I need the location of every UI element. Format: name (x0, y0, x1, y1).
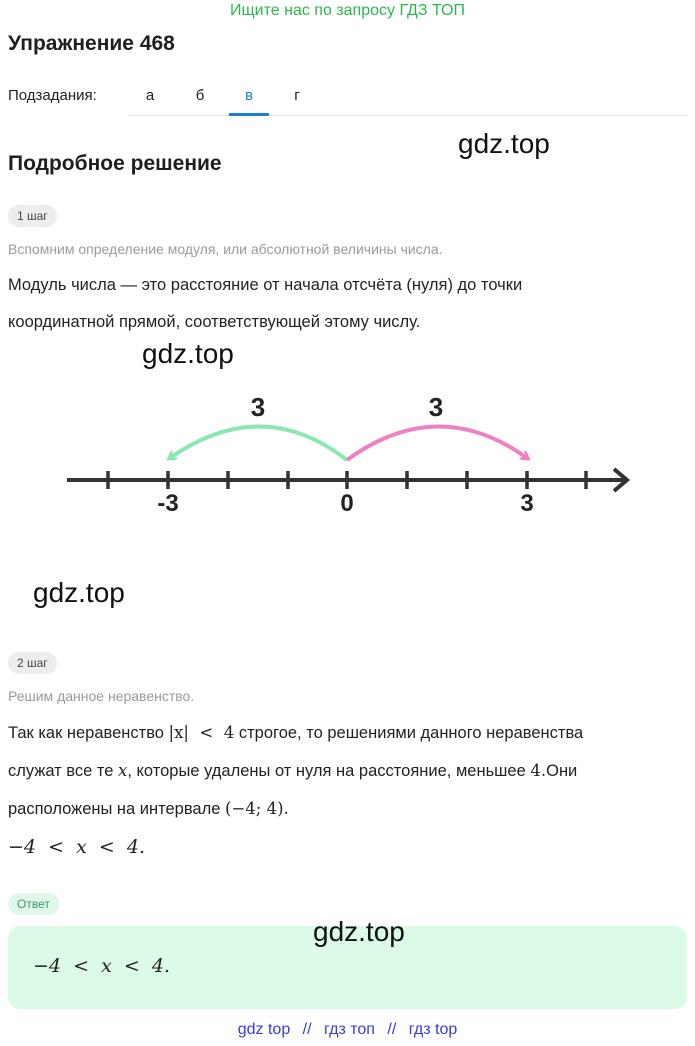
tick-label: 3 (520, 490, 534, 517)
math-var: x (118, 761, 128, 780)
tab-b[interactable]: б (195, 87, 205, 104)
arc-label-right: 3 (428, 392, 444, 422)
tab-g[interactable]: г (294, 87, 300, 104)
answer-formula: −4 < x < 4. (33, 955, 171, 977)
math-inequality: |x| < 4 (168, 723, 235, 742)
tab-a[interactable]: а (145, 87, 155, 104)
step-hint: Решим данное неравенство. (8, 688, 195, 704)
answer-badge: Ответ (8, 893, 59, 915)
watermark: gdz.top (313, 916, 405, 947)
footer-link[interactable]: гдз top (408, 1021, 458, 1038)
text-line: расположены на интервале (−4; 4). (8, 799, 289, 818)
text-line: Модуль числа — это расстояние от начала отсчёта (нуля) до точки (8, 276, 523, 294)
step-text (8, 267, 683, 341)
tick-label: 0 (340, 490, 354, 517)
arc-right (347, 426, 527, 460)
math-interval: (−4; 4). (225, 799, 289, 818)
arc-left (170, 426, 347, 460)
tab-v[interactable]: в (245, 87, 253, 104)
tick-label: -3 (157, 490, 179, 517)
math-number: 4. (530, 761, 547, 780)
result-formula: −4 < x < 4. (8, 836, 146, 858)
text-line: служат все те x, которые удалены от нуля на расстояние, меньшее 4.Они (8, 761, 578, 780)
page-title: Упражнение 468 (8, 32, 175, 55)
step-badge: 2 шаг (8, 652, 57, 674)
footer-separator: // (302, 1021, 312, 1038)
footer-link[interactable]: gdz top (237, 1021, 291, 1038)
footer-links (0, 1021, 695, 1039)
step-badge: 1 шаг (8, 205, 57, 227)
tabs-divider (128, 115, 687, 116)
footer-separator: // (387, 1021, 397, 1038)
active-tab-indicator (229, 113, 269, 116)
step-text (8, 714, 683, 828)
number-line-illustration (0, 380, 695, 530)
watermark: gdz.top (142, 338, 234, 369)
subtasks-label: Подзадания: (8, 87, 97, 104)
arc-label-left: 3 (250, 392, 266, 422)
solution-title: Подробное решение (8, 152, 222, 175)
text-line: координатной прямой, соответствующей этому числу. (8, 313, 421, 331)
footer-link[interactable]: гдз топ (324, 1021, 375, 1038)
watermark: gdz.top (458, 128, 550, 159)
text-line: Так как неравенство |x| < 4 строгое, то решениями данного неравенства (8, 723, 584, 742)
search-hint-banner: Ищите нас по запросу ГДЗ ТОП (230, 2, 465, 19)
watermark: gdz.top (33, 577, 125, 608)
step-hint: Вспомним определение модуля, или абсолютной величины числа. (8, 241, 443, 257)
